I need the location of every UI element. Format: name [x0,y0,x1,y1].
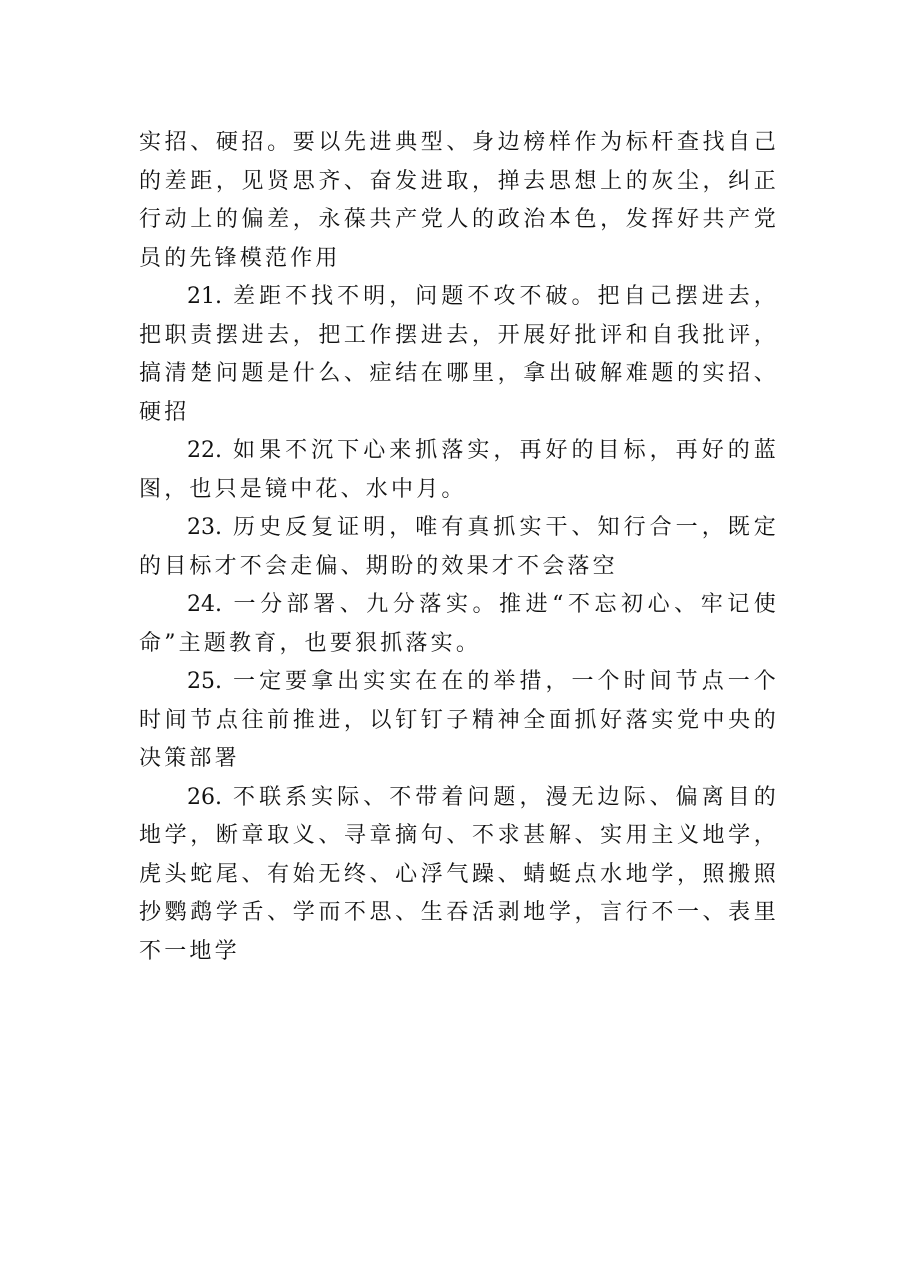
paragraph-text: 一分部署、九分落实。推进“不忘初心、牢记使命”主题教育，也要狠抓落实。 [139,592,779,656]
paragraph-21 [139,278,779,432]
paragraph-number: 22. [187,438,222,463]
paragraph-number: 21. [187,284,222,309]
paragraph-number: 26. [187,784,222,810]
paragraph-number: 25. [187,669,222,694]
paragraph-text: 一定要拿出实实在在的举措，一个时间节点一个时间节点往前推进，以钉钉子精神全面抓好落实党中央的决策部署 [139,669,779,771]
paragraph-25 [139,663,779,779]
paragraph-24 [139,586,779,663]
paragraph-text: 如果不沉下心来抓落实，再好的目标，再好的蓝图，也只是镜中花、水中月。 [139,438,779,502]
paragraph-text: 不联系实际、不带着问题，漫无边际、偏离目的地学，断章取义、寻章摘句、不求甚解、实用主义地学，虎头蛇尾、有始无终、心浮气躁、蜻蜓点水地学，照搬照抄鹦鹉学舌、学而不思、生吞活剥地学，言行不一、表里不一地学 [139,784,779,964]
paragraph-continued [139,124,779,278]
paragraph-number: 24. [187,592,222,617]
paragraph-26 [139,779,779,972]
document-body [139,124,779,971]
paragraph-number: 23. [187,515,222,540]
paragraph-text: 历史反复证明，唯有真抓实干、知行合一，既定的目标才不会走偏、期盼的效果才不会落空 [139,515,779,579]
paragraph-22 [139,432,779,509]
paragraph-text: 实招、硬招。要以先进典型、身边榜样作为标杆查找自己的差距，见贤思齐、奋发进取，掸去思想上的灰尘，纠正行动上的偏差，永葆共产党人的政治本色，发挥好共产党员的先锋模范作用 [139,130,779,271]
paragraph-23 [139,509,779,586]
paragraph-text: 差距不找不明，问题不攻不破。把自己摆进去，把职责摆进去，把工作摆进去，开展好批评和自我批评，搞清楚问题是什么、症结在哪里，拿出破解难题的实招、硬招 [139,284,779,425]
